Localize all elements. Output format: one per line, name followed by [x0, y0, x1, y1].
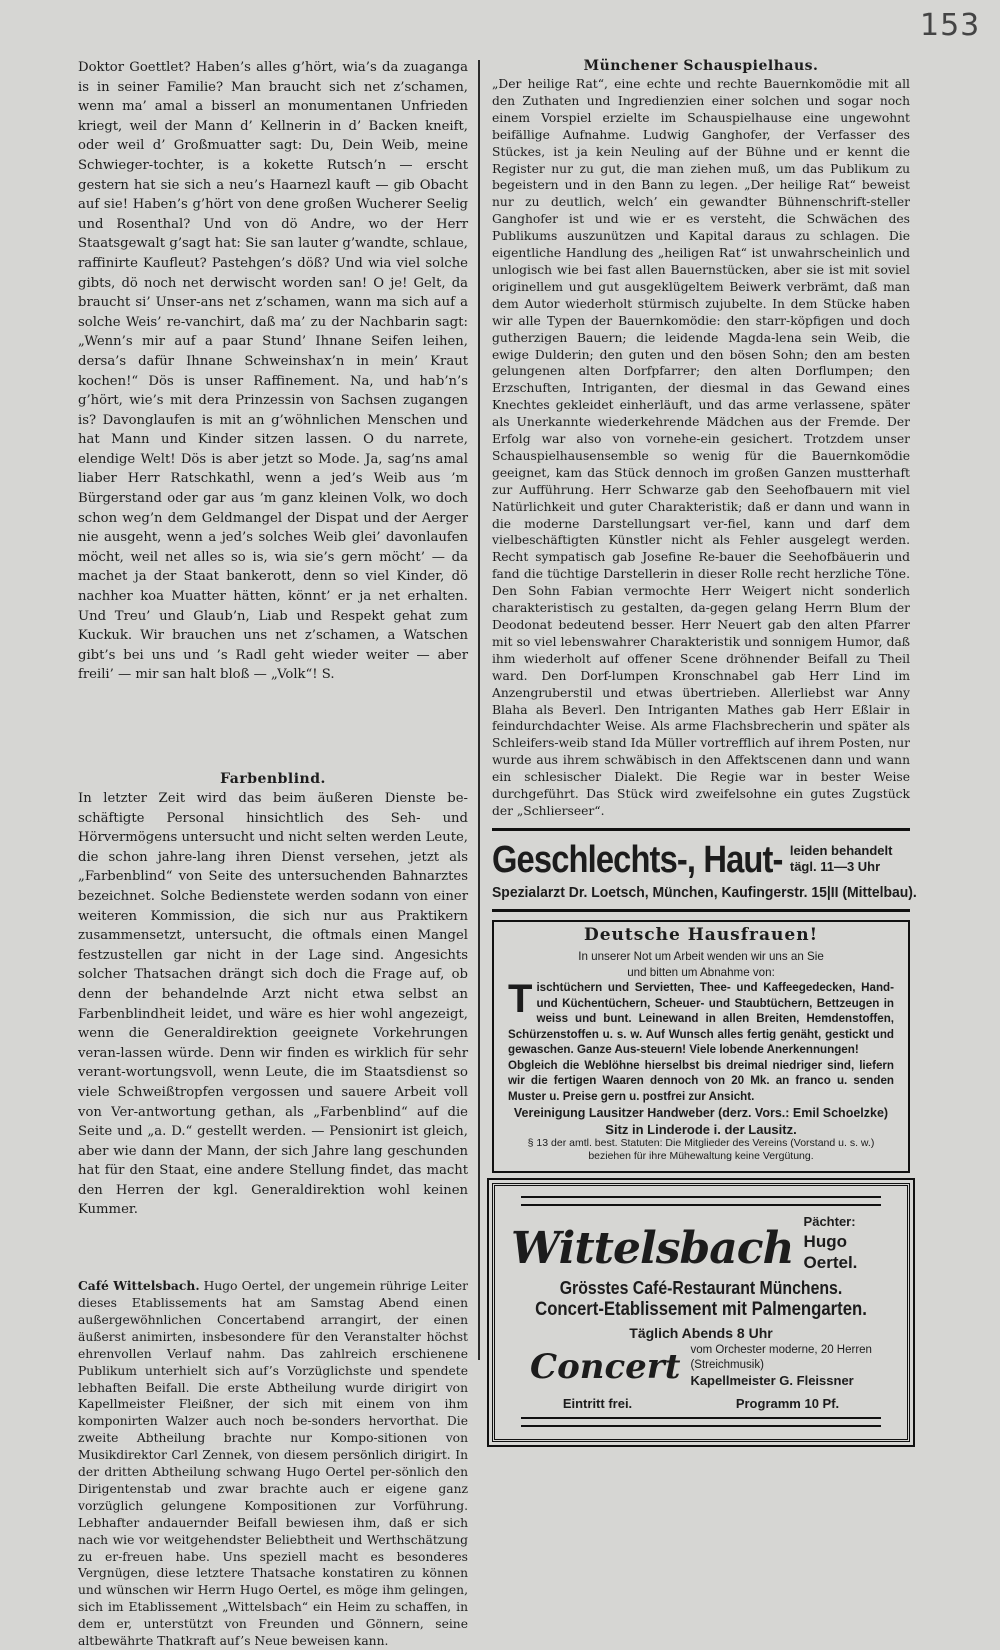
article-farbenblind: In letzter Zeit wird das beim äußeren Dienste be-schäftigte Personal hinsichtlich des Seh- und Hörvermögens untersucht und nicht selten werden Leute, die schon jahre-lang ihren Dienst versehen, jetzt als „Farbenblind“ von Seite des untersuchenden Bahnarztes bezeichnet. Solche Bedienstete werden sodann von einer weiteren Kommission, die sich nur aus Praktikern zusammensetzt, untersucht, die oftmals einen Mangel festzustellen gar nicht in der Lage sind. Angesichts solcher Thatsachen drängt sich doch die Frage auf, ob denn der behandelnde Arzt nicht etwa selbst an Farbenblindheit leidet, und wäre es hier wohl angezeigt, wenn die Generaldirektion geeignete Vorkehrungen veran-lassen würde. Denn wir finden es wirklich für sehr verant-wortungsvoll, wenn Leute, die im Staatsdienst so viele Schweißtropfen vergossen und sauere Arbeit voll von Ver-antwortung gethan, als „Farbenblind“ auf die Seite und „a. D.“ gestellt werden. — Pensionirt ist gleich, aber wie dann der Mann, der sich Jahre lang geschunden hat für den Staat, eine andere Stellung findet, das macht den Herren der kgl. Generaldirektion wohl keinen Kummer.	[78, 791, 468, 1218]
ad-wittelsbach	[492, 1183, 910, 1442]
ad-wit-line2: Concert-Etablissement mit Palmengarten.	[535, 1299, 867, 1321]
left-column	[78, 58, 468, 1650]
article-schauspielhaus: „Der heilige Rat“, eine echte und rechte Bauernkomödie mit all den Zuthaten und Ingredienzien einer solchen und sogar noch einem Vorspiel erzielte im Schauspielhause eine ungewohnt beifällige Aufnahme. Ludwig Ganghofer, der Verfasser des Stückes, ist ja kein Neuling auf der Bühne und er kennt die Register nur zu gut, die man ziehen muß, um das Publikum zu begeistern und in den Bann zu legen. „Der heilige Rat“ beweist nur zu deutlich, welch’ ein gewandter Bühnenschrift-steller Ganghofer ist und wie er es versteht, die Schwächen des Publikums auszunützen und Kapital daraus zu schlagen. Die eigentliche Handlung des „heiligen Rat“ ist unwahrscheinlich und unlogisch wie bei fast allen Bauernstücken, aber sie ist mit soviel originellem und gut ausgeklügeltem Beiwerk verbrämt, daß man dem Autor wiederholt stürmisch zujubelte. In dem Stücke haben wir alle Typen der Bauernkomödie: den starr-köpfigen und doch gutherzigen Bauern; die leidende Magda-lena sein Weib, die ewige Dulderin; den guten und den bösen Sohn; den am besten gelungenen alten Dorfpfarrer; den alten Dorflumpen; den Erzschuften, Intriganten, der diesmal in das Gewand eines Knechtes gekleidet einherläuft, und das arme verlassene, später als Unerkannte wiederkehrende Mädchen aus der Fremde. Der Erfolg war also von vornehe-ein gesichert. Trotzdem unser Schauspielhausensemble so wenig für die Bauernkomödie geeignet, kam das Stück dennoch im großen Ganzen mustterhaft zur Aufführung. Herr Schwarze gab den Seehofbauern mit viel Natürlichkeit und guter Charakteristik; daß er dann und wann in die moderne Darstellungsart ver-fiel, kann und darf dem vielbeschäftigten Künstler nicht als Fehler ausgelegt werden. Recht sympatisch gab Josefine Re-bauer die Seehofbäuerin und fand die tüchtige Darstellerin in dieser Rolle recht herzliche Töne. Den Sohn Fabian vermochte Herr Weigert nicht sonderlich charakteristisch zu gestalten, da-gegen gelang Herrn Blum der Deodonat bedeutend besser. Herr Neuert gab den alten Pfarrer mit so viel lebenswahrer Charakteristik und sonnigem Humor, daß ihm wiederholt auf offener Scene dröhnender Beifall zu Theil ward. Den Dorf-lumpen Kronschnabel gab Herr Lind im Anzengruberstil und etwas übertrieben. Allerliebst war Anny Blaha als Beverl. Den Intriganten Mathes gab Herr Eßlair in feindurchdachter Weise. Als arme Flachsbrecherin und später als Schleifers-weib stand Ida Müller vortrefflich auf ihrem Posten, nur wurde aus ihrem schwäbisch in den Affektscenen dann und wann ein schlesischer Dialekt. Die Regie war in bester Weise durchgeführt. Das Stück wird zweifelsohne ein gutes Zugstück der „Schlierseer“.	[492, 77, 910, 818]
ad-wit-line3: Täglich Abends 8 Uhr	[629, 1325, 773, 1342]
right-column	[492, 58, 917, 1442]
ad-haus-list: Tischtüchern und Servietten, Thee- und Kaffeegedecken, Hand- und Küchentüchern, Scheuer- und Staubtüchern, Bettzeugen in weiss und bunt. Leinewand in allen Breiten, Hemdenstoffen, Schürzenstoffen u. s. w. Auf Wunsch alles fertig genäht, gestickt und gewaschen. Ganze Aus-steuern! Viele lobende Anerkennungen!	[508, 977, 894, 1057]
ad-geschlechts-haut	[492, 828, 917, 912]
page-number: 153	[920, 8, 981, 43]
ad-haus-seat: Sitz in Linderode i. der Lausitz.	[605, 1121, 797, 1137]
ad-deutsche-hausfrauen	[492, 920, 910, 1174]
ad-wit-entry: Eintritt frei.	[562, 1396, 633, 1412]
heading-farbenblind: Farbenblind.	[220, 771, 326, 787]
ad-wit-line1: Grösstes Café-Restaurant Münchens.	[559, 1278, 843, 1299]
ad-haus-intro: In unserer Not um Arbeit wenden wir uns an Sie und bitten um Abnahme von:	[578, 950, 824, 979]
ad-geschl-doctor: Spezialarzt Dr. Loetsch, München, Kaufingerstr. 15|II (Mittelbau).	[492, 883, 917, 901]
ad-haus-org: Vereinigung Lausitzer Handweber (derz. Vors.: Emil Schoelzke)	[513, 1106, 889, 1121]
ad-haus-title: Deutsche Hausfrauen!	[583, 924, 819, 945]
ad-haus-offer: Obgleich die Weblöhne hierselbst bis dreimal niedriger sind, liefern wir die fertigen Waaren dennoch von 20 Mk. an franco u. senden Muster u. Preise gern u. postfrei zur Ansicht.	[508, 1058, 894, 1103]
ad-geschl-side: leiden behandelt tägl. 11—3 Uhr	[789, 842, 893, 874]
cafe-text: Hugo Oertel, der ungemein rührige Leiter dieses Etablissements hat am Samstag Abend einen außergewöhnlichen Concertabend arrangirt, der einen äußerst animirten, insbesondere für den Veranstalter höchst ehrenvollen Verlauf nahm. Das zahlreich erschienene Publikum unterhielt sich auf’s Vorzüglichste und spendete lebhaften Beifall. Die erste Abtheilung wurde dirigirt von Kapellmeister Fleißner, der sich mit einem von ihm komponirten Walzer auch noch be-sonders hervorthat. Die zweite Abtheilung brachte nur Kompo-sitionen von Musikdirektor Carl Zennek, von diesem persönlich dirigirt. In der dritten Abtheilung schwang Hugo Oertel per-sönlich den Dirigentenstab und zwar brachte auch er eigene ganz vorzüglich gelungene Kompositionen zur Vorführung. Lebhafter andauernder Beifall bewiesen ihm, daß er sich nach wie vor weitgehendster Beliebtheit und Werthschätzung zu er-freuen habe. Uns speziell macht es besonderes Vergnügen, diese letztere Thatsache konstatiren zu können und wünschen wir Herrn Hugo Oertel, es möge ihm gelingen, sich im Etablissement „Wittelsbach“ ein Heim zu schaffen, in dem er, unterstützt von Freunden und Gönnern, seine altbewährte Thatkraft auf’s Neue beweisen kann.	[78, 1279, 468, 1649]
ad-wit-program: Programm 10 Pf.	[735, 1396, 840, 1412]
ad-wit-orchestra: vom Orchester moderne, 20 Herren (Streichmusik) Kapellmeister G. Fleissner	[690, 1344, 872, 1389]
article-dialect-letter: Doktor Goettlet? Haben’s alles g’hört, wia’s da zuaganga is in seiner Familie? Man braucht sich net z’schamen, wenn ma’ amal a bisserl an monumentanen Unfrieden kriegt, weil der Mann d’ Kellnerin in d’ Backen kneift, oder weil d’ Großmuatter sagt: Du, Dein Weib, meine Schwieger-tochter, is a kokette Rutsch’n — erscht gestern hat sie sich a neu’s Haarnezl kauft — gib Obacht auf sie! Haben’s g’hört von dene großen Wucherer Seelig und Rosenthal? Und von dö Andre, wo der Herr Staatsgewalt g’sagt hat: Sie san lauter g’wandte, schlaue, raffinirte Kaufleut? Pastehgen’s döß? Und wia viel solche gibts, dö noch net derwischt worden san! O je! Gelt, da braucht si’ Unser-ans net z’schamen, wann ma sich auf a solche Weis’ re-vanchirt, daß ma’ zu der Nachbarin sagt: „Wenn’s mir auf a paar Stund’ Ihnane Seifen leihen, dersa’s dafür Ihnane Schweinshax’n in mein’ Kraut kochen!“ Dös is unser Raffinement. Na, und hab’n’s g’hört, wie’s mit dera Prinzessin von Sachsen zugangen is? Davonglaufen is mit an g’wöhnlichen Menschen und hat Mann und Kinder sitzen lassen. O du narrete, elendige Welt! Dös is aber jetzt so Mode. Ja, sag’ns amal liaber Herr Ratschkathl, wenn a jed’s Weib aus ’m Bürgerstand oder gar aus ’m ganz kleinen Volk, wo doch schon weg’n dem Geldmangel der Dispat und der Aerger nie ausgeht, wenn a jed’s solches Weib glei’ davonlaufen möcht, weil net alles so is, wia sie’s gern möcht’ — da machet ja der Staat bankerott, denn so viel Kinder, dö nachher koa Muatter hätten, könnt’ er ja net erhalten. Und Treu’ und Glaub’n, Liab und Respekt gehat zum Kuckuk. Wir brauchen uns net z’schamen, a Watschen gibt’s bei uns und ’s Radl geht wieder weiter — aber freili’ — mir san halt bloß — „Volk“! S.	[78, 60, 468, 683]
cafe-heading: Café Wittelsbach.	[78, 1278, 200, 1294]
article-cafe-wittelsbach	[78, 1278, 468, 1650]
ad-wit-concert: Concert	[530, 1346, 681, 1387]
ad-wit-name: Wittelsbach	[511, 1223, 794, 1275]
ad-wit-pachter: Pächter: Hugo Oertel.	[803, 1214, 858, 1273]
heading-schauspielhaus: Münchener Schauspielhaus.	[583, 58, 819, 74]
ad-geschl-title: Geschlechts-, Haut-	[492, 838, 783, 881]
column-divider	[478, 60, 480, 1360]
ad-haus-footnote: § 13 der amtl. best. Statuten: Die Mitglieder des Vereins (Vorstand u. s. w.) beziehen für ihre Mühewaltung keine Vergütung.	[527, 1137, 875, 1163]
